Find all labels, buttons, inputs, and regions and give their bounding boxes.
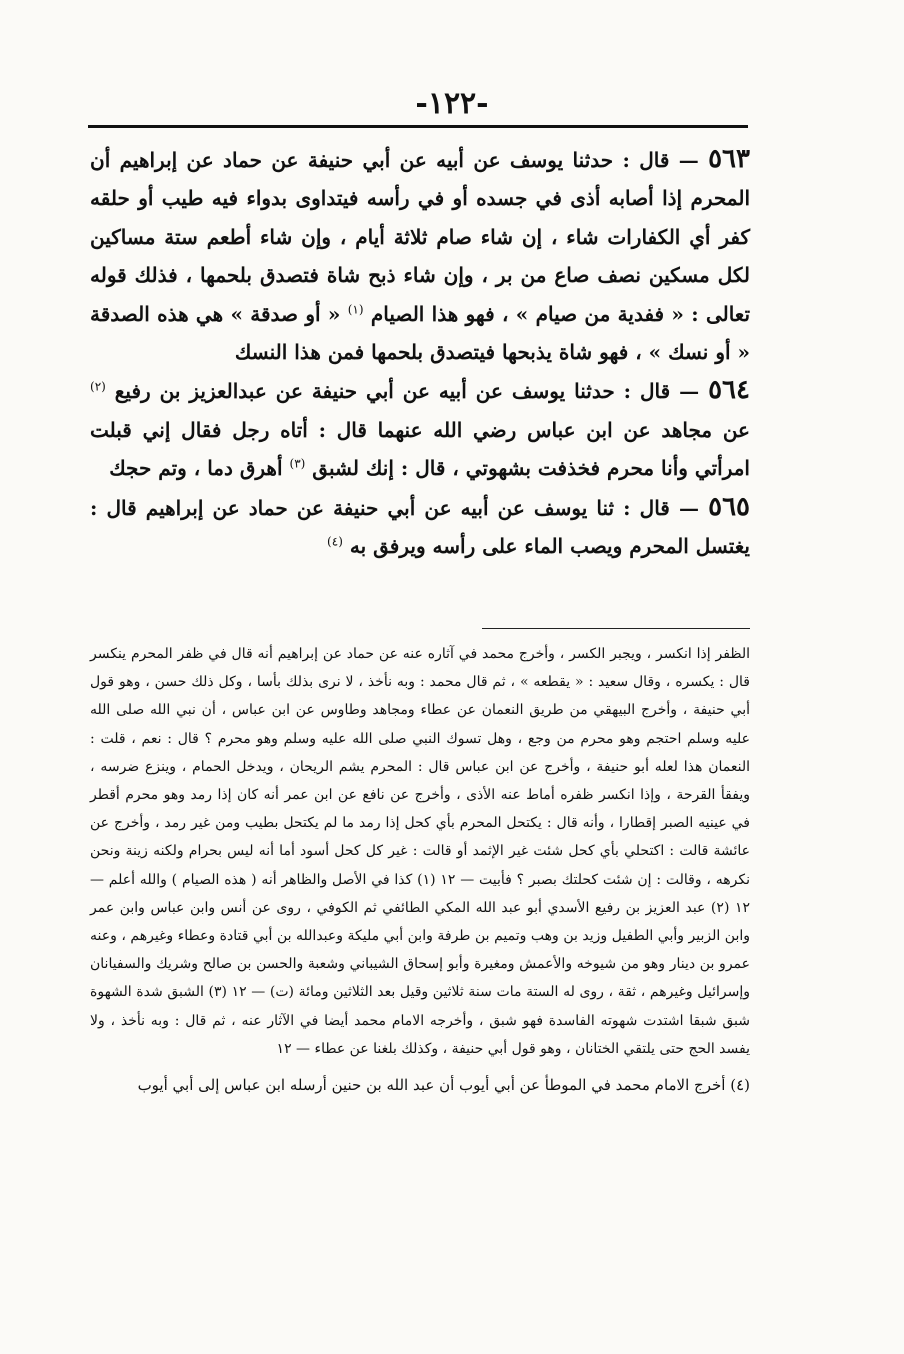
entry-text: أهرق دما ، وتم حجك [109,456,283,481]
entry-number: ٥٦٥ [708,491,751,522]
footnote-block: الظفر إذا انكسر ، ويجبر الكسر ، وأخرج محمد في آثاره عنه عن حماد عن إبراهيم أنه قال في ظفر المحرم ينكسر قال : يكسره ، وقال سعيد : « يقطعه » ، ثم قال محمد : وبه نأخذ ، لا نرى بذلك بأسا ، وكل ذلك حسن ، وهو قول أبي حنيفة ، وأخرج البيهقي من طريق النعمان عن عطاء ومجاهد وطاوس عن ابن عباس ، أن نبي الله صلى الله عليه وسلم احتجم وهو محرم من وجع ، وهل تسوك النبي صلى الله عليه وسلم وهو محرم ؟ قال : نعم ، قلت : النعمان هذا لعله أبو حنيفة ، وأخرج عن ابن عباس قال : المحرم يشم الريحان ، ويدخل الحمام ، وينزع ضرسه ، ويفقأ القرحة ، وإذا انكسر ظفره أماط عنه الأذى ، وأخرج عن نافع عن ابن عمر أنه كان إذا رمد وهو محرم أقطر في عينيه الصبر إقطارا ، وأنه قال : يكتحل المحرم بأي كحل إذا رمد ما لم يكتحل بطيب ومن غير رمد ، وأخرج عن عائشة قالت : اكتحلي بأي كحل شئت غير الإثمد أو قالت : غير كل كحل أسود أما أنه ليس بحرام ولكنه زينة ونحن نكرهه ، وقالت : إن شئت كحلتك بصبر ؟ فأبيت — ١٢ (١) كذا في الأصل والظاهر أنه ( هذه الصيام ) والله أعلم — ١٢ (٢) عبد العزيز بن رفيع الأسدي أبو عبد الله المكي الطائفي ثم الكوفي ، روى عن أنس وابن عباس وابن عمر وابن الزبير وأبي الطفيل وزيد بن وهب وتميم بن طرفة وابن أبي مليكة وعبدالله بن أبي قتادة وعطاء وغيرهم ، وعنه عمرو بن دينار وهو من شيوخه والأعمش ومغيرة وأبو إسحاق الشيباني وشعبة والحسن بن صالح وشريك والسفيانان وإسرائيل وغيرهم ، ثقة ، روى له الستة مات سنة ثلاثين وقيل بعد الثلاثين ومائة (ت) — ١٢ (٣) الشبق شدة الشهوة شبق شبقا اشتدت شهوته الفاسدة فهو شبق ، وأخرجه الامام محمد أيضا في الآثار عنه ، ثم قال : وبه نأخذ ، ولا يفسد الحج حتى يلتقي الختانان ، وهو قول أبي حنيفة ، وكذلك بلغنا عن عطاء — ١٢ [90,646,751,1057]
footnote-ref: (١) [347,301,364,316]
entry-text: — قال : حدثنا يوسف عن أبيه عن أبي حنيفة عن عبدالعزيز بن رفيع [114,379,700,404]
entry-565 [90,488,750,566]
page-number: -١٢٢- [415,86,489,121]
footnote-divider [482,628,750,629]
main-text [90,140,750,565]
footnotes [90,640,750,1099]
entry-number: ٥٦٤ [708,375,750,406]
footnote-4: (٤) أخرج الامام محمد في الموطأ عن أبي أيوب أن عبد الله بن حنين أرسله ابن عباس إلى أبي أيوب [137,1076,750,1095]
footnote-ref: (٣) [289,456,306,471]
footnote-ref: (٤) [327,534,343,549]
entry-text: — قال : حدثنا يوسف عن أبيه عن أبي حنيفة عن حماد عن إبراهيم أن المحرم إذا أصابه أذى في جسده أو في رأسه فيتداوى بدواء فيه طيب أو حلقه كفر أي الكفارات شاء ، إن شاء صام ثلاثة أيام ، وإن شاء أطعم ستة مساكين لكل مسكين نصف صاع من بر ، وإن شاء ذبح شاة فتصدق بلحمها ، فذلك قوله تعالى : « ففدية من صيام » ، فهو هذا الصيام [90,148,751,326]
entry-564 [90,371,750,487]
entry-text: — قال : ثنا يوسف عن أبيه عن أبي حنيفة عن حماد عن إبراهيم قال : يغتسل المحرم ويصب الماء على رأسه ويرفق به [90,495,750,559]
entry-number: ٥٦٣ [708,144,750,174]
entry-text: « أو صدقة » هي هذه الصدقة « أو نسك » ، فهو شاة يذبحها فيتصدق بلحمها فمن هذا النسك [90,301,750,365]
footnote-ref: (٢) [90,379,106,394]
entry-563 [90,140,750,371]
entry-text: عن مجاهد عن ابن عباس رضي الله عنهما قال : أتاه رجل فقال إني قبلت امرأتي وأنا محرم فخذفت بشهوتي ، قال : إنك لشبق [90,417,750,481]
header-rule [88,125,748,128]
